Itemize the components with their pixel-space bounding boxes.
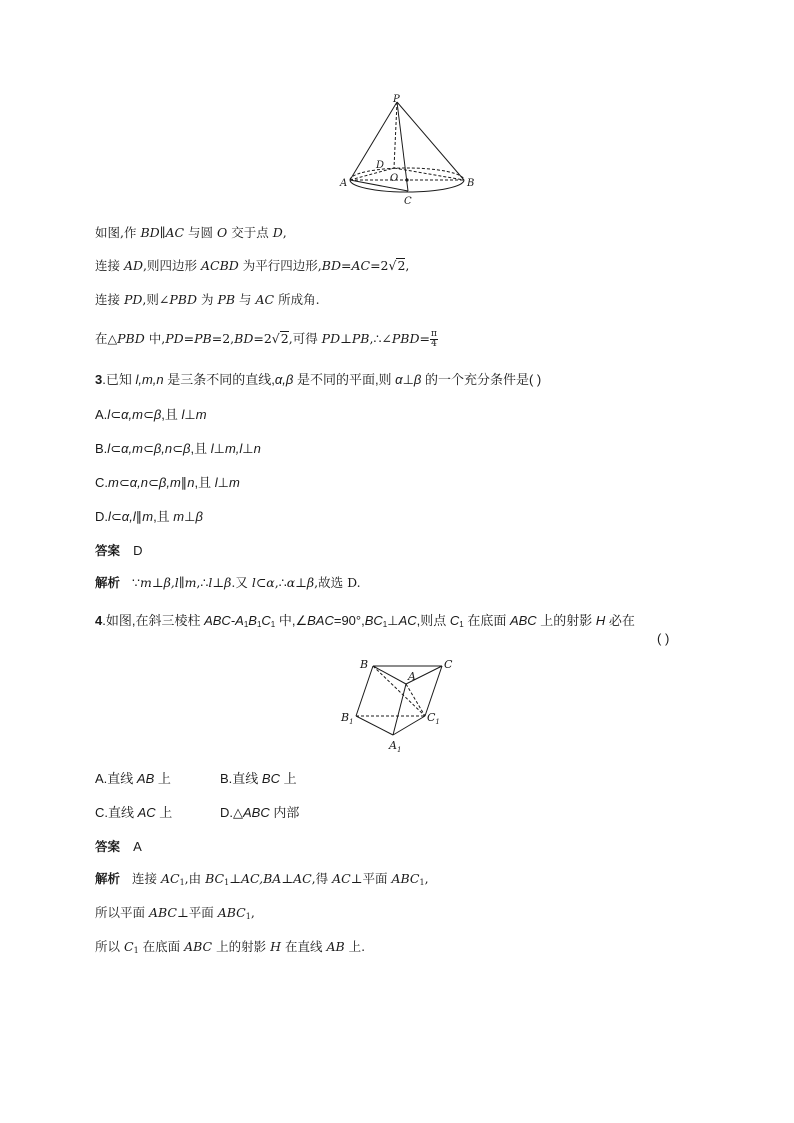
question3-option-d[interactable]: D.l⊂α,l∥m,且 m⊥β	[95, 509, 203, 524]
question4-option-d[interactable]: D.△ABC 内部	[220, 805, 300, 820]
question4-option-a[interactable]: A.直线 AB 上	[95, 771, 171, 786]
label-B1: $B_1$	[341, 711, 354, 726]
solution2-line3: 连接 PD,则∠PBD 为 PB 与 AC 所成角.	[95, 292, 320, 307]
chord-AC	[350, 180, 408, 191]
label-P: P	[393, 94, 400, 105]
question4-answer	[95, 836, 142, 855]
label-B: B	[467, 178, 475, 189]
question3-option-b[interactable]: B.l⊂α,m⊂β,n⊂β,且 l⊥m,l⊥n	[95, 441, 261, 456]
edge-B1A1	[356, 716, 393, 735]
prism-figure	[335, 655, 465, 755]
diagonal-BC1	[373, 666, 425, 716]
label-C1: $C_1$	[427, 711, 440, 726]
label-O: O	[390, 173, 399, 184]
edge-BB1	[356, 666, 373, 716]
analysis-label: 解析	[95, 872, 121, 886]
question3-stem: 3.已知 l,m,n 是三条不同的直线,α,β 是不同的平面,则 α⊥β 的一个充分条件是( )	[95, 372, 542, 387]
solution2-line4: 在△PBD 中,PD=PB=2,BD=2√2,可得 PD⊥PB,∴∠PBD= $\frac{\pi}{4}$	[95, 329, 437, 349]
label-A: A	[408, 670, 416, 683]
analysis-label: 解析	[95, 576, 121, 590]
edge-A1C1	[393, 716, 425, 735]
label-D: D	[376, 160, 385, 171]
cone-base-back-arc	[350, 168, 464, 180]
cone-figure	[330, 92, 475, 210]
label-B: B	[360, 658, 369, 671]
answer-value: A	[133, 839, 142, 854]
edge-PC	[397, 102, 408, 191]
question4-analysis-line2: 所以平面 ABC⊥平面 $ABC_1$,	[95, 905, 255, 921]
question3-analysis: 解析 ∵m⊥β,l∥m,∴l⊥β.又 l⊂α,∴α⊥β,故选 D.	[95, 575, 361, 590]
question4-analysis-line3: 所以 $C_1$ 在底面 ABC 上的射影 H 在直线 AB 上.	[95, 939, 366, 955]
question4-option-b[interactable]: B.直线 BC 上	[220, 771, 297, 786]
label-A: A	[340, 178, 348, 189]
question4-stem: 4.如图,在斜三棱柱 ABC-$A_1B_1C_1$ 中$,\angle BAC=90^\circ,BC_1\perp AC$,则点 $C_1$ 在底面 ABC 上的射影 H 必在	[95, 613, 635, 629]
question3-answer	[95, 540, 143, 559]
question3-option-c[interactable]: C.m⊂α,n⊂β,m∥n,且 l⊥m	[95, 475, 240, 490]
answer-value: D	[133, 543, 143, 558]
question3-option-a[interactable]: A.l⊂α,m⊂β,且 l⊥m	[95, 407, 207, 422]
label-C: C	[404, 196, 412, 207]
label-A1: $A_1$	[389, 739, 402, 754]
question4-option-c[interactable]: C.直线 AC 上	[95, 805, 173, 820]
center-point	[405, 178, 408, 181]
answer-label: 答案	[95, 840, 121, 854]
diagonal-AC1	[406, 684, 425, 716]
solution2-line1: 如图,作 BD∥AC 与圆 O 交于点 D,	[95, 225, 287, 240]
solution2-line2: 连接 AD,则四边形 ACBD 为平行四边形,BD=AC=2√2,	[95, 258, 410, 273]
fraction-pi-over-4: $\frac{\pi}{4}$	[431, 329, 437, 349]
question4-answer-paren: ( )	[657, 631, 670, 646]
label-C: C	[444, 658, 453, 671]
question4-analysis-line1: 解析 连接 $AC_1$,由 $BC_1\perp AC,BA\perp AC$,得 AC⊥平面 $ABC_1$,	[95, 871, 429, 887]
answer-label: 答案	[95, 544, 121, 558]
chord-DB	[394, 168, 464, 180]
edge-PD	[394, 102, 397, 168]
